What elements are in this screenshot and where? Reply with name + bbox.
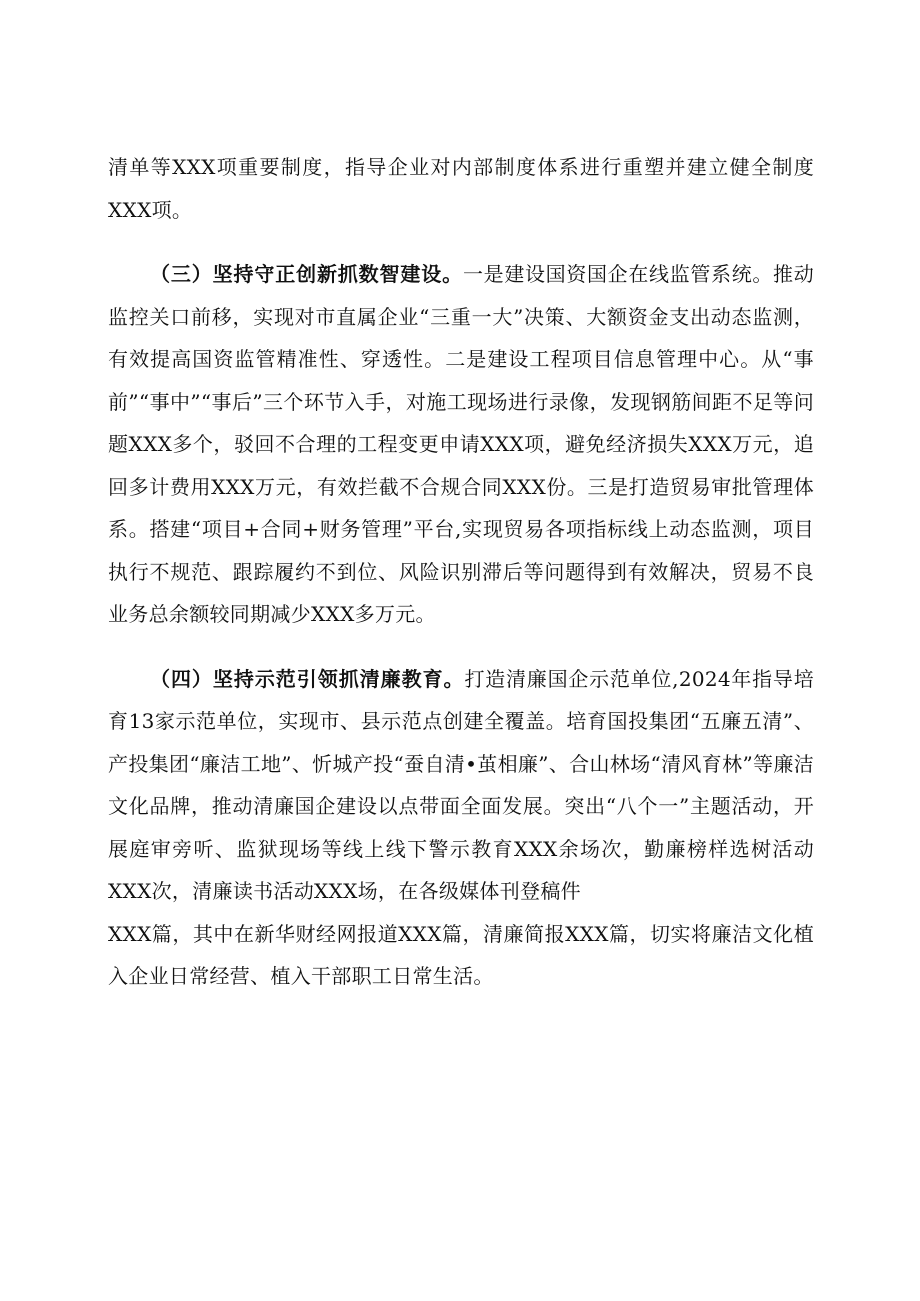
paragraph-section-three	[108, 253, 814, 636]
section-heading: （四）坚持示范引领抓清廉教育。	[150, 666, 465, 691]
paragraph-text: 一是建设国资国企在线监管系统。推动监控关口前移，实现对市直属企业“三重一大”决策、大额资金支出动态监测，有效提高国资监管精准性、穿透性。二是建设工程项目信息管理中心。从“事前”“事中”“事后”三个环节入手，对施工现场进行录像，发现钢筋间距不足等问题XXX多个，驳回不合理的工程变更申请XXX项，避免经济损失XXX万元，追回多计费用XXX万元，有效拦截不合规合同XXX份。三是打造贸易审批管理体系。搭建“项目+合同+财务管理”平台,实现贸易各项指标线上动态监测，项目执行不规范、跟踪履约不到位、风险识别滞后等问题得到有效解决，贸易不良业务总余额较同期减少XXX多万元。	[108, 262, 814, 626]
paragraph-text: 打造清廉国企示范单位,2024年指导培育13家示范单位，实现市、县示范点创建全覆盖。培育国投集团“五廉五清”、产投集团“廉洁工地”、忻城产投“蚕自清•茧相廉”、合山林场“清风育林”等廉洁文化品牌，推动清廉国企建设以点带面全面发展。突出“八个一”主题活动，开展庭审旁听、监狱现场等线上线下警示教育XXX余场次，勤廉榜样选树活动XXX次，清廉读书活动XXX场，在各级媒体刊登稿件	[108, 666, 814, 903]
section-heading: （三）坚持守正创新抓数智建设。	[150, 262, 464, 286]
paragraph-section-four	[108, 658, 814, 913]
document-body	[108, 146, 814, 998]
paragraph-continuation-end	[108, 913, 814, 998]
paragraph-text: XXX篇，其中在新华财经网报道XXX篇，清廉简报XXX篇，切实将廉洁文化植入企业日常经营、植入干部职工日常生活。	[108, 921, 814, 988]
paragraph-text: 清单等XXX项重要制度，指导企业对内部制度体系进行重塑并建立健全制度XXX项。	[108, 155, 814, 222]
paragraph-continuation	[108, 146, 814, 231]
